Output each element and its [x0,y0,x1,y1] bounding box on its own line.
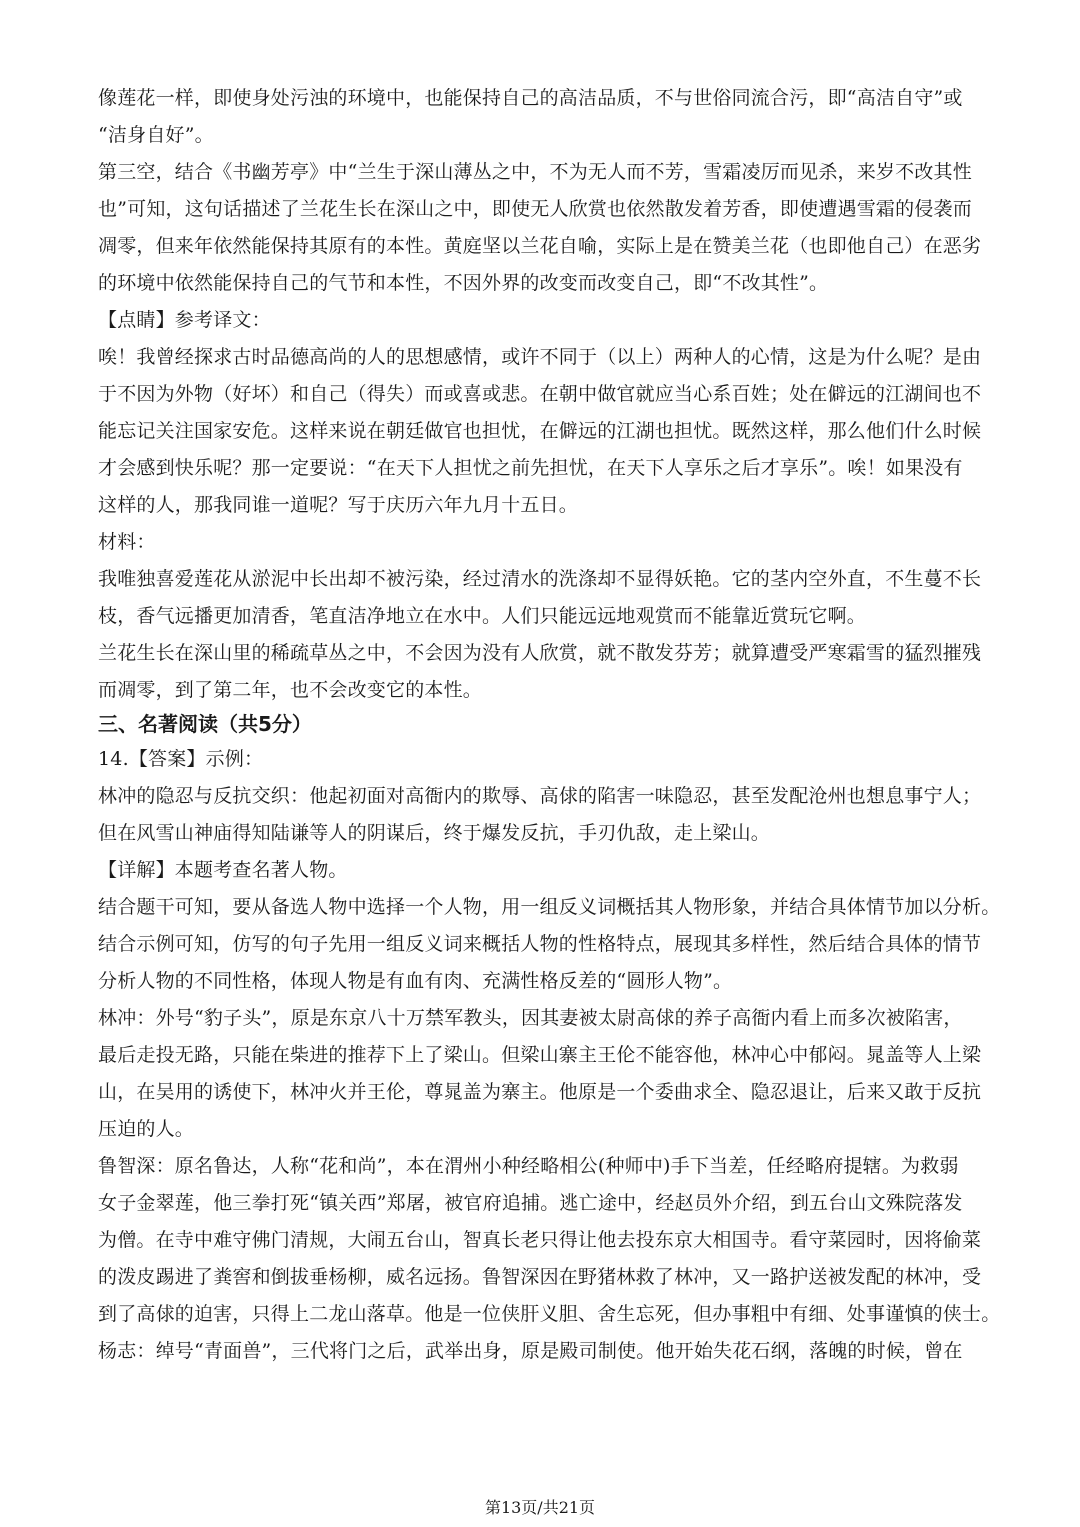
text-line: 林冲的隐忍与反抗交织：他起初面对高衙内的欺辱、高俅的陷害一味隐忍，甚至发配沧州也想息事宁人； [98,785,982,807]
text-line: 能忘记关注国家安危。这样来说在朝廷做官也担忧，在僻远的江湖也担忧。既然这样，那么他们什么时候 [98,420,982,442]
text-line: 【点睛】参考译文： [98,309,271,331]
text-line: 我唯独喜爱莲花从淤泥中长出却不被污染，经过清水的洗涤却不显得妖艳。它的茎内空外直，不生蔓不长 [98,568,982,590]
text-block-translation [98,80,998,709]
text-line: 第三空，结合《书幽芳亭》中“兰生于深山薄丛之中，不为无人而不芳，雪霜凌厉而见杀，来岁不改其性 [98,161,972,183]
text-line: 但在风雪山神庙得知陆谦等人的阴谋后，终于爆发反抗，手刃仇敌，走上梁山。 [98,822,771,844]
text-line: 这样的人，那我同谁一道呢？写于庆历六年九月十五日。 [98,494,579,516]
page-number-footer: 第13页/共21页 [484,1498,596,1517]
text-line: 分析人物的不同性格，体现人物是有血有肉、充满性格反差的“圆形人物”。 [98,970,733,992]
text-line: 于不因为外物（好坏）和自己（得失）而或喜或悲。在朝中做官就应当心系百姓；处在僻远的江湖间也不 [98,383,982,405]
text-line: 为僧。在寺中难守佛门清规，大闹五台山，智真长老只得让他去投东京大相国寺。看守菜园时，因将偷菜 [98,1229,982,1251]
text-block-answer [98,741,1001,1370]
text-line: 山，在吴用的诱使下，林冲火并王伦，尊晁盖为寨主。他原是一个委曲求全、隐忍退让，后来又敢于反抗 [98,1081,982,1103]
text-line: 凋零，但来年依然能保持其原有的本性。黄庭坚以兰花自喻，实际上是在赞美兰花（也即他自己）在恶劣 [98,235,982,257]
section-heading: 三、名著阅读（共5分） [98,712,312,736]
text-line: 才会感到快乐呢？那一定要说：“在天下人担忧之前先担忧，在天下人享乐之后才享乐”。唉！如果没有 [98,457,963,479]
text-line: 像莲花一样，即使身处污浊的环境中，也能保持自己的高洁品质，不与世俗同流合污，即“高洁自守”或 [98,87,963,109]
text-line: 【详解】本题考查名著人物。 [98,859,348,881]
text-line: 到了高俅的迫害，只得上二龙山落草。他是一位侠肝义胆、舍生忘死，但办事粗中有细、处事谨慎的侠士。 [98,1303,1001,1325]
text-line: 结合题干可知，要从备选人物中选择一个人物，用一组反义词概括其人物形象，并结合具体情节加以分析。 [98,896,1001,918]
text-line: 也”可知，这句话描述了兰花生长在深山之中，即使无人欣赏也依然散发着芳香，即使遭遇雪霜的侵袭而 [98,198,972,220]
text-line: 的环境中依然能保持自己的气节和本性，不因外界的改变而改变自己，即“不改其性”。 [98,272,829,294]
text-line: 枝，香气远播更加清香，笔直洁净地立在水中。人们只能远远地观赏而不能靠近赏玩它啊。 [98,605,867,627]
text-line: 最后走投无路，只能在柴进的推荐下上了梁山。但梁山寨主王伦不能容他，林冲心中郁闷。晁盖等人上梁 [98,1044,982,1066]
text-line: 女子金翠莲，他三拳打死“镇关西”郑屠，被官府追捕。逃亡途中，经赵员外介绍，到五台山文殊院落发 [98,1192,963,1214]
text-line: 鲁智深：原名鲁达，人称“花和尚”，本在渭州小种经略相公(种师中)手下当差，任经略府提辖。为救弱 [98,1155,959,1177]
text-line: 兰花生长在深山里的稀疏草丛之中，不会因为没有人欣赏，就不散发芬芳；就算遭受严寒霜雪的猛烈摧残 [98,642,982,664]
text-line: “洁身自好”。 [98,124,214,146]
page-content [98,80,1001,1370]
text-line: 唉！我曾经探求古时品德高尚的人的思想感情，或许不同于（以上）两种人的心情，这是为什么呢？是由 [98,346,982,368]
text-line: 的泼皮踢进了粪窖和倒拔垂杨柳，威名远扬。鲁智深因在野猪林救了林冲，又一路护送被发配的林冲，受 [98,1266,982,1288]
text-line: 材料： [98,531,156,553]
text-line: 结合示例可知，仿写的句子先用一组反义词来概括人物的性格特点，展现其多样性，然后结合具体的情节 [98,933,982,955]
text-line: 压迫的人。 [98,1118,195,1140]
text-line: 杨志：绰号“青面兽”，三代将门之后，武举出身，原是殿司制使。他开始失花石纲，落魄的时候，曾在 [98,1340,963,1362]
text-line: 林冲：外号“豹子头”，原是东京八十万禁军教头，因其妻被太尉高俅的养子高衙内看上而多次被陷害， [98,1007,963,1029]
text-line: 14.【答案】示例： [98,748,264,770]
text-line: 而凋零，到了第二年，也不会改变它的本性。 [98,679,483,701]
